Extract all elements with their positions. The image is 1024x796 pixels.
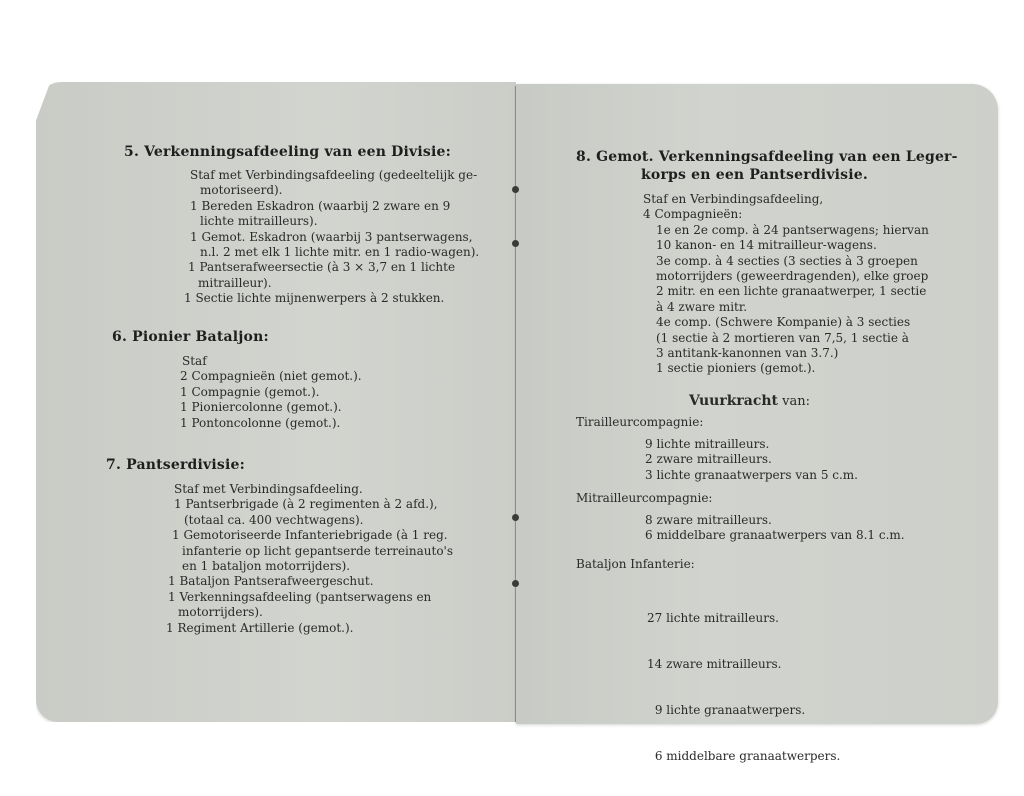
text-line: 1 Pantserafweersectie (à 3 × 3,7 en 1 lichte [188, 260, 456, 275]
text-line: 2 Compagnieën (niet gemot.). [180, 369, 362, 384]
text-line: 1 Pioniercolonne (gemot.). [180, 400, 342, 415]
list-item: 3 lichte granaatwerpers van 5 c.m. [645, 467, 858, 482]
heading-line: 8. Gemot. Verkenningsafdeeling van een Leger- [576, 149, 958, 165]
section-5-body [184, 168, 479, 307]
group-items [645, 437, 858, 483]
text-line: motoriseerd). [200, 183, 283, 198]
text-line: 1 Pantserbrigade (à 2 regimenten à 2 afd.), [174, 497, 438, 512]
list-item: 9 lichte granaatwerpers. [651, 703, 806, 718]
text-line: Staf en Verbindingsafdeeling, [643, 192, 824, 206]
text-line: 1 Gemot. Eskadron (waarbij 3 pantserwagens, [190, 229, 473, 244]
list-item: 2 zware mitrailleurs. [645, 452, 772, 467]
list-item: 6 middelbare granaatwerpers. [651, 749, 841, 764]
text-line: 1 Regiment Artillerie (gemot.). [166, 620, 354, 635]
section-7-body [166, 482, 453, 636]
list-item: 27 lichte mitrailleurs. [647, 610, 779, 625]
section-8-heading [576, 148, 958, 184]
group-label: Bataljon Infanterie: [576, 557, 695, 571]
vuurkracht-title-rest: van: [778, 394, 811, 409]
text-line: 1e en 2e comp. à 24 pantserwagens; hiervan [656, 222, 929, 237]
section-5-heading: 5. Verkenningsafdeeling van een Divisie: [124, 144, 451, 160]
list-item: 14 zware mitrailleurs. [647, 657, 782, 672]
text-line: 2 mitr. en een lichte granaatwerper, 1 sectie [656, 284, 927, 299]
staple-hole [512, 186, 519, 193]
list-item: 8 zware mitrailleurs. [645, 513, 772, 527]
text-line: 1 Bereden Eskadron (waarbij 2 zware en 9 [190, 198, 451, 213]
staple-hole [512, 240, 519, 247]
list-item: 9 lichte mitrailleurs. [645, 437, 770, 451]
heading-line: korps en een Pantserdivisie. [641, 167, 868, 183]
vuurkracht-title [689, 394, 810, 409]
text-line: motorrijders (geweerdragenden), elke groep [656, 269, 929, 284]
text-line: (1 sectie à 2 mortieren van 7,5, 1 sectie à [656, 330, 909, 345]
text-line: en 1 bataljon motorrijders). [182, 559, 351, 574]
vuurkracht-title-bold: Vuurkracht [689, 393, 779, 409]
group-label: Tirailleurcompagnie: [576, 415, 704, 429]
text-line: Staf [182, 354, 207, 368]
section-6-heading: 6. Pionier Bataljon: [112, 329, 269, 345]
staple-hole [512, 514, 519, 521]
text-line: infanterie op licht gepantserde terreinauto's [182, 543, 454, 558]
section-8-body [643, 192, 929, 377]
spine-fold [515, 86, 516, 722]
group-items [645, 513, 905, 544]
text-line: 1 Pontoncolonne (gemot.). [180, 415, 341, 430]
text-line: 1 Gemotoriseerde Infanteriebrigade (à 1 reg. [172, 528, 448, 543]
text-line: 1 sectie pioniers (gemot.). [656, 361, 816, 376]
text-line: n.l. 2 met elk 1 lichte mitr. en 1 radio-wagen). [200, 245, 480, 260]
text-line: 1 Sectie lichte mijnenwerpers à 2 stukken. [184, 291, 445, 306]
text-line: motorrijders). [178, 605, 263, 620]
text-line: 1 Bataljon Pantserafweergeschut. [168, 574, 374, 589]
text-line: lichte mitrailleurs). [200, 214, 318, 229]
text-line: Staf met Verbindingsafdeeling (gedeeltelijk ge- [190, 168, 478, 182]
text-line: mitrailleur). [198, 275, 272, 290]
list-item: 6 middelbare granaatwerpers van 8.1 c.m. [645, 528, 905, 543]
text-line: 3 antitank-kanonnen van 3.7.) [656, 346, 839, 361]
text-line: (totaal ca. 400 vechtwagens). [184, 512, 364, 527]
section-6-body [180, 354, 362, 431]
text-line: à 4 zware mitr. [656, 299, 748, 314]
text-line: 1 Verkenningsafdeeling (pantserwagens en [168, 589, 432, 604]
text-line: 4e comp. (Schwere Kompanie) à 3 secties [656, 315, 911, 330]
section-7-heading: 7. Pantserdivisie: [106, 457, 245, 473]
text-line: 3e comp. à 4 secties (3 secties à 3 groepen [656, 253, 918, 268]
group-label: Mitrailleurcompagnie: [576, 491, 713, 505]
text-line: 1 Compagnie (gemot.). [180, 384, 320, 399]
text-line: Staf met Verbindingsafdeeling. [174, 482, 363, 496]
text-line: 4 Compagnieën: [643, 207, 743, 222]
text-line: 10 kanon- en 14 mitrailleur-wagens. [656, 238, 877, 253]
staple-hole [512, 580, 519, 587]
group-items [647, 580, 840, 796]
